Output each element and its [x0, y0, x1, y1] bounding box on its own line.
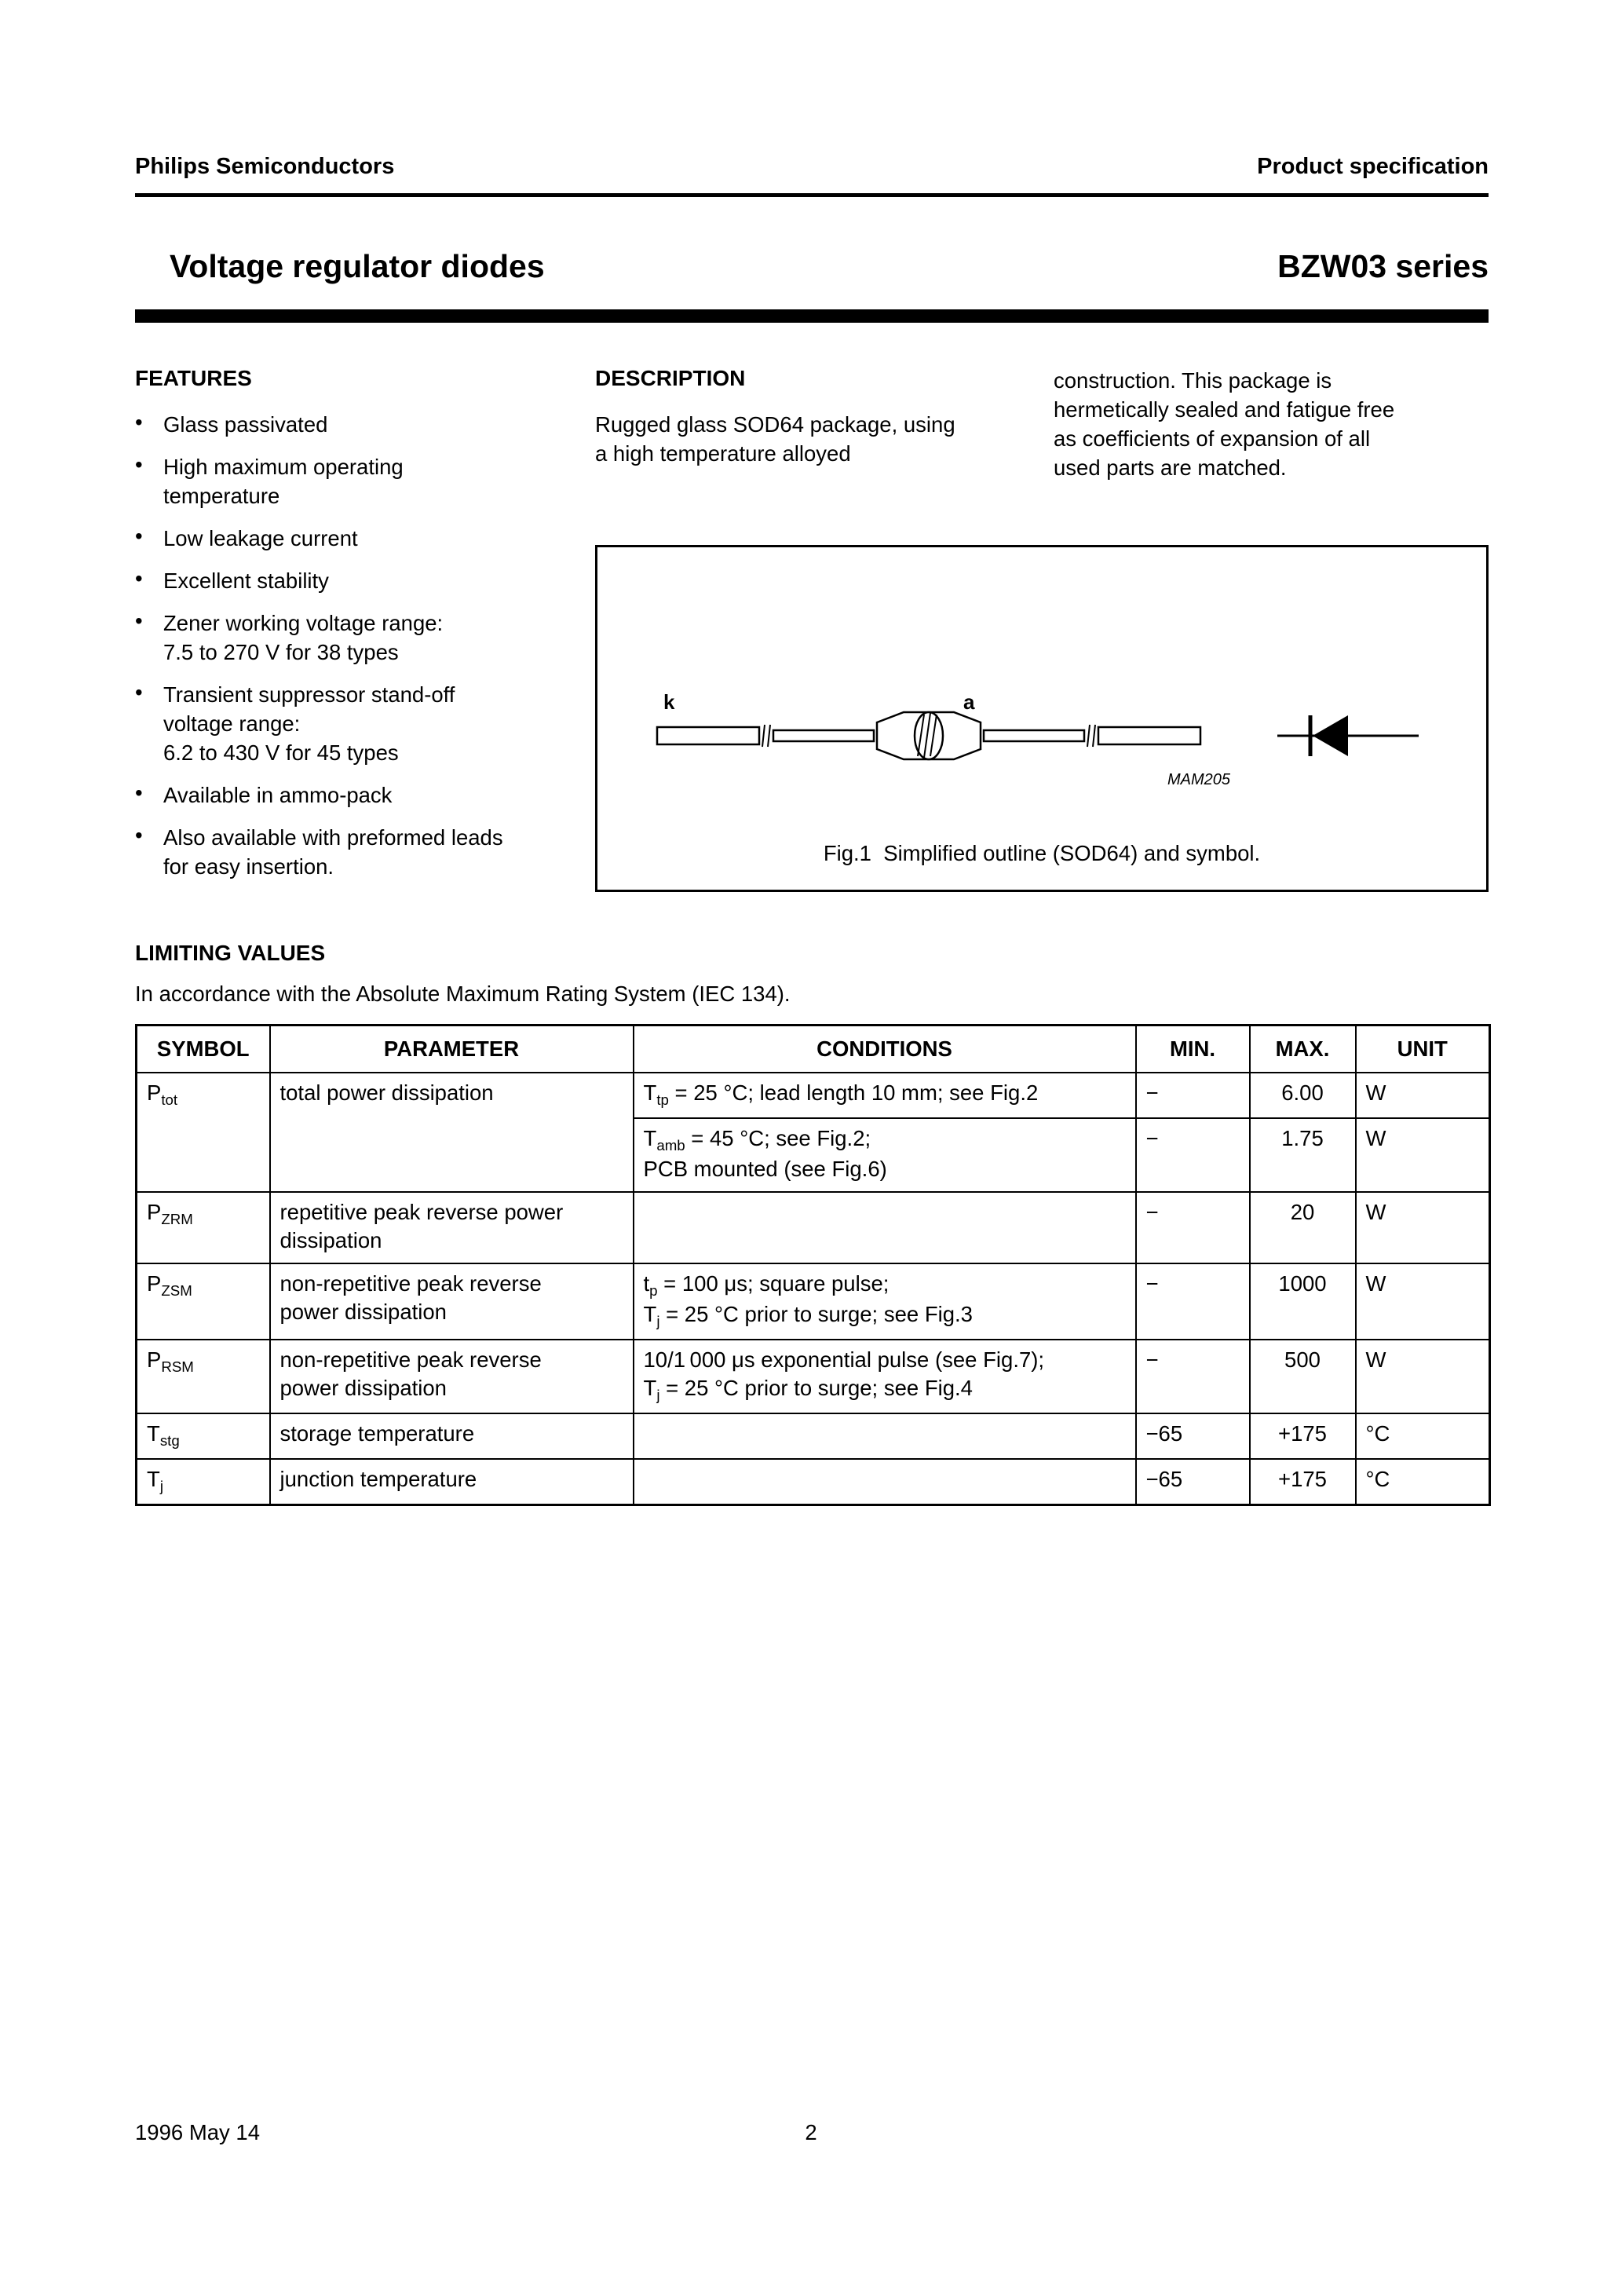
table-row — [137, 1073, 1490, 1118]
max-cell: 1000 — [1250, 1263, 1356, 1340]
description-line: hermetically sealed and fatigue free — [1054, 397, 1395, 422]
drawing-code: MAM205 — [1167, 771, 1231, 788]
parameter-cell: non-repetitive peak reverse power dissipation — [270, 1263, 634, 1340]
table-row — [137, 1459, 1490, 1505]
col-header-max: MAX. — [1250, 1026, 1356, 1073]
col-header-symbol: SYMBOL — [137, 1026, 270, 1073]
conditions-cell — [634, 1459, 1136, 1505]
max-cell: +175 — [1250, 1413, 1356, 1459]
conditions-cell — [634, 1413, 1136, 1459]
min-cell: − — [1136, 1340, 1250, 1413]
feature-item — [135, 410, 586, 439]
symbol-cell: $T_{stg}$ — [137, 1413, 270, 1459]
description-continued — [1054, 366, 1501, 482]
limiting-values-table — [135, 1024, 1491, 1506]
title-rule — [135, 309, 1489, 323]
doc-header — [135, 154, 1489, 180]
feature-item — [135, 524, 586, 553]
feature-line: Glass passivated — [163, 412, 328, 437]
bullet-icon — [135, 410, 163, 439]
table-header-row — [137, 1026, 1490, 1073]
conditions-cell: 10/1 000 μs exponential pulse (see Fig.7); $T_j = 25$ °C prior to surge; see Fig.4 — [634, 1340, 1136, 1413]
max-cell: +175 — [1250, 1459, 1356, 1505]
parameter-cell: non-repetitive peak reverse power dissipation — [270, 1340, 634, 1413]
max-cell: 6.00 — [1250, 1073, 1356, 1118]
min-cell: − — [1136, 1073, 1250, 1118]
table-row — [137, 1413, 1490, 1459]
min-cell: − — [1136, 1192, 1250, 1263]
feature-item — [135, 452, 586, 510]
min-cell: − — [1136, 1118, 1250, 1192]
features-list — [135, 410, 586, 881]
unit-cell: W — [1356, 1073, 1490, 1118]
feature-line: 6.2 to 430 V for 45 types — [163, 740, 399, 765]
page-title: Voltage regulator diodes — [170, 248, 545, 284]
description-line: a high temperature alloyed — [595, 441, 851, 466]
description-line: Rugged glass SOD64 package, using — [595, 412, 955, 437]
max-cell: 500 — [1250, 1340, 1356, 1413]
diode-symbol — [1277, 715, 1419, 756]
features-section — [135, 366, 586, 894]
parameter-cell: total power dissipation — [270, 1073, 634, 1192]
figure-caption: Fig.1 Simplified outline (SOD64) and symbol. — [823, 841, 1261, 865]
conditions-cell: $T_{tp} = 25$ °C; lead length 10 mm; see Fig.2 — [634, 1073, 1136, 1118]
feature-item — [135, 609, 586, 667]
unit-cell: °C — [1356, 1459, 1490, 1505]
col-header-conditions: CONDITIONS — [634, 1026, 1136, 1073]
min-cell: −65 — [1136, 1413, 1250, 1459]
conditions-cell: $t_p = 100$ μs; square pulse; $T_j = 25$ °C prior to surge; see Fig.3 — [634, 1263, 1136, 1340]
page-number: 2 — [805, 2120, 817, 2144]
symbol-cell: $P_{ZSM}$ — [137, 1263, 270, 1340]
right-lead — [1098, 727, 1200, 744]
parameter-cell: junction temperature — [270, 1459, 634, 1505]
feature-line: Excellent stability — [163, 569, 329, 593]
anode-label: a — [963, 690, 975, 714]
bullet-icon — [135, 524, 163, 553]
symbol-cell: $P_{tot}$ — [137, 1073, 270, 1192]
cathode-label: k — [663, 690, 675, 714]
unit-cell: W — [1356, 1118, 1490, 1192]
feature-item — [135, 781, 586, 810]
feature-line: for easy insertion. — [163, 854, 334, 879]
conditions-cell: $T_{amb} = 45$ °C; see Fig.2; PCB mounted (see Fig.6) — [634, 1118, 1136, 1192]
table-row — [137, 1340, 1490, 1413]
header-rule — [135, 193, 1489, 197]
feature-line: voltage range: — [163, 711, 301, 736]
feature-line: Zener working voltage range: — [163, 611, 444, 635]
bullet-icon — [135, 609, 163, 667]
footer-date: 1996 May 14 — [135, 2120, 260, 2144]
company-name: Philips Semiconductors — [135, 154, 395, 179]
col-header-unit: UNIT — [1356, 1026, 1490, 1073]
feature-item — [135, 566, 586, 595]
features-heading: FEATURES — [135, 366, 252, 390]
bullet-icon — [135, 823, 163, 881]
col-header-min: MIN. — [1136, 1026, 1250, 1073]
min-cell: −65 — [1136, 1459, 1250, 1505]
description-section — [595, 366, 1035, 468]
bullet-icon — [135, 781, 163, 810]
feature-line: Available in ammo-pack — [163, 783, 393, 807]
limiting-values-heading: LIMITING VALUES — [135, 941, 326, 965]
col-header-parameter: PARAMETER — [270, 1026, 634, 1073]
feature-line: temperature — [163, 484, 280, 508]
max-cell: 20 — [1250, 1192, 1356, 1263]
conditions-cell — [634, 1192, 1136, 1263]
figure-1-box — [595, 545, 1489, 892]
limiting-values-intro: In accordance with the Absolute Maximum Rating System (IEC 134). — [135, 982, 791, 1006]
left-lead — [657, 727, 759, 744]
min-cell: − — [1136, 1263, 1250, 1340]
symbol-cell: $T_j$ — [137, 1459, 270, 1505]
feature-line: 7.5 to 270 V for 38 types — [163, 640, 399, 664]
product-series: BZW03 series — [1277, 248, 1489, 284]
table-row — [137, 1263, 1490, 1340]
spec-type: Product specification — [1257, 154, 1489, 179]
symbol-cell: $P_{ZRM}$ — [137, 1192, 270, 1263]
unit-cell: °C — [1356, 1413, 1490, 1459]
description-line: as coefficients of expansion of all — [1054, 426, 1371, 451]
bullet-icon — [135, 566, 163, 595]
description-heading: DESCRIPTION — [595, 366, 746, 390]
title-row — [135, 248, 1489, 285]
unit-cell: W — [1356, 1263, 1490, 1340]
description-line: construction. This package is — [1054, 368, 1332, 393]
feature-line: Transient suppressor stand-off — [163, 682, 455, 707]
parameter-cell: repetitive peak reverse power dissipation — [270, 1192, 634, 1263]
feature-item — [135, 823, 586, 881]
bullet-icon — [135, 452, 163, 510]
max-cell: 1.75 — [1250, 1118, 1356, 1192]
description-line: used parts are matched. — [1054, 455, 1287, 480]
feature-line: Low leakage current — [163, 526, 358, 550]
feature-line: Also available with preformed leads — [163, 825, 503, 850]
bullet-icon — [135, 680, 163, 767]
feature-item — [135, 680, 586, 767]
unit-cell: W — [1356, 1192, 1490, 1263]
unit-cell: W — [1356, 1340, 1490, 1413]
feature-line: High maximum operating — [163, 455, 404, 479]
diode-outline-drawing — [618, 626, 1466, 799]
table-row — [137, 1192, 1490, 1263]
parameter-cell: storage temperature — [270, 1413, 634, 1459]
symbol-cell: $P_{RSM}$ — [137, 1340, 270, 1413]
